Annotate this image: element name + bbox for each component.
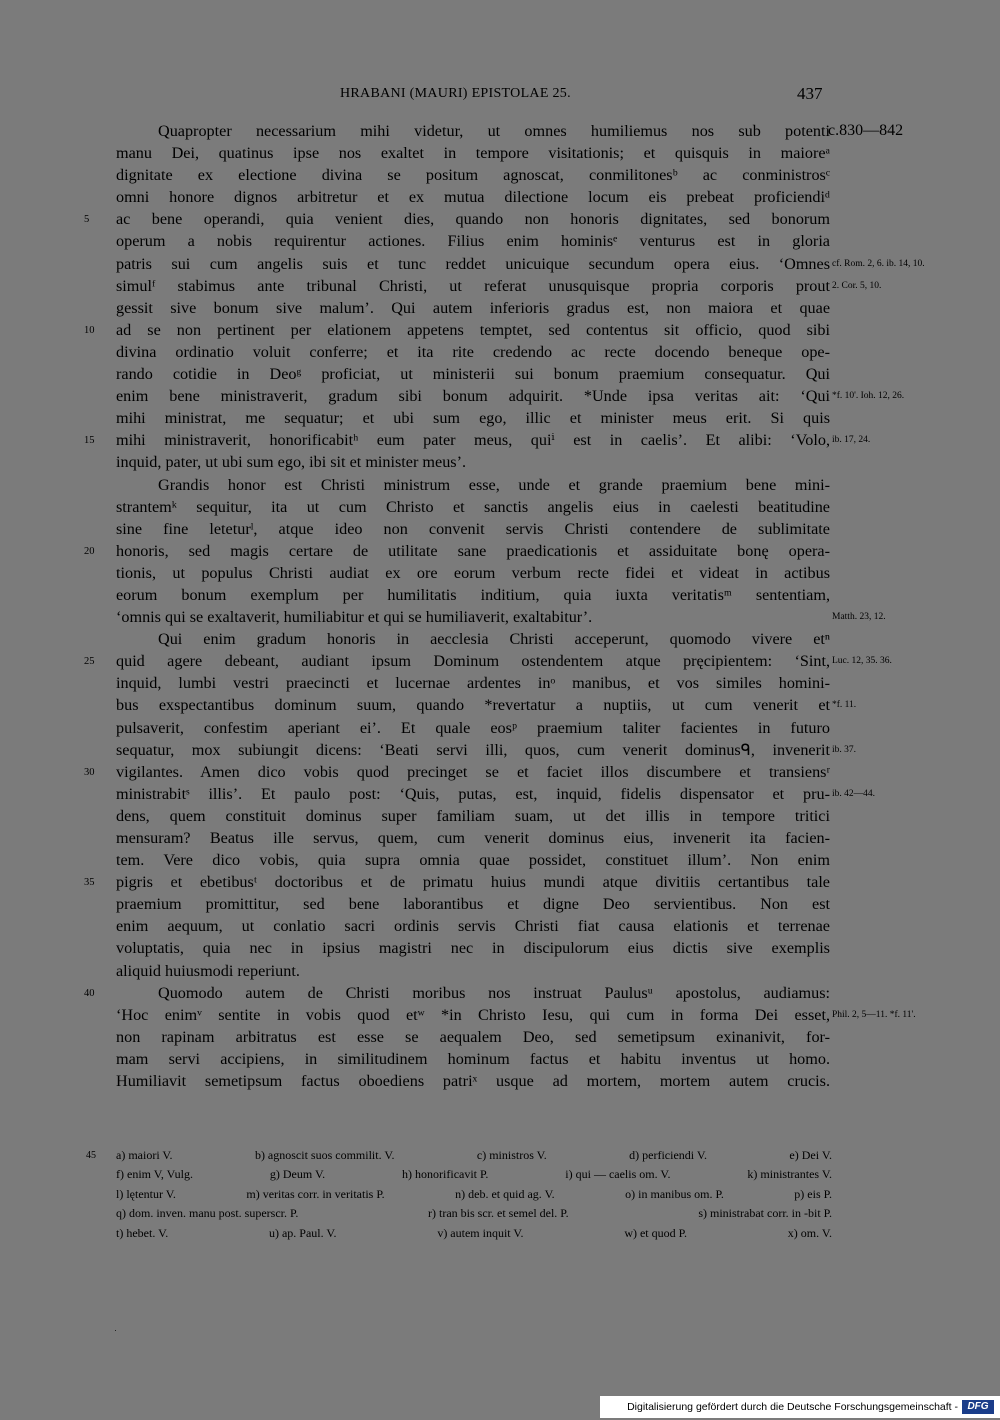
- line-number: 35: [84, 877, 95, 889]
- text-line: [116, 407, 830, 429]
- text-line: [84, 982, 830, 1004]
- footnote: u) ap. Paul. V.: [268, 1225, 337, 1240]
- line-text: gessit sive bonum sive malum’. Qui autem inferioris gradus est, non maiora et quae: [116, 298, 830, 317]
- text-line: [116, 496, 830, 518]
- line-number: 30: [84, 766, 95, 778]
- text-line: [116, 915, 830, 937]
- line-text: mihi ministrat, me sequatur; et ubi sum ego, illic et minister meus erit. Si quis: [116, 409, 830, 428]
- line-text: dens, quem constituit dominus super familiam suam, ut det illis in tempore tritici: [116, 806, 830, 825]
- text-line: [116, 474, 830, 496]
- footnote: v) autem inquit V.: [437, 1225, 524, 1240]
- text-line: [116, 385, 905, 407]
- footnote: d) perficiendi V.: [629, 1148, 708, 1162]
- text-line: [116, 253, 925, 275]
- text-line: [116, 694, 857, 716]
- footnote-line: [116, 1185, 836, 1204]
- text-line: [116, 451, 830, 473]
- text-line: [116, 297, 830, 319]
- margin-reference: Phil. 2, 5—11. *f. 11'.: [832, 1009, 916, 1020]
- text-line: [116, 230, 830, 252]
- line-text: mihi ministraverit, honorificabitʰ eum pater meus, quiⁱ est in caelis’. Et alibi: ‘Volo,: [116, 431, 830, 450]
- margin-reference: cf. Rom. 2, 6. ib. 14, 10.: [832, 258, 925, 269]
- footnote: e) Dei V.: [789, 1148, 832, 1162]
- text-line: [116, 518, 830, 540]
- line-text: Grandis honor est Christi ministrum esse, unde et grande praemium bene mini-: [158, 475, 830, 494]
- text-line: [116, 186, 830, 208]
- text-line: [116, 1004, 916, 1026]
- line-text: Qui enim gradum honoris in aecclesia Christi acceperunt, quomodo vivere etⁿ: [158, 630, 830, 649]
- margin-reference: Luc. 12, 35. 36.: [832, 656, 892, 667]
- margin-reference: *f. 10'. Ioh. 12, 26.: [832, 391, 905, 402]
- date-note: c.830—842: [828, 122, 904, 139]
- line-text: divina ordinatio voluit conferre; et ita rite credendo ac recte docendo beneque ope-: [116, 342, 830, 361]
- text-line: [116, 606, 886, 628]
- line-text: Quapropter necessarium mihi videtur, ut omnes humiliemus nos sub potenti: [158, 122, 830, 140]
- footnote: r) tran bis scr. et semel del. P.: [428, 1206, 569, 1221]
- line-text: pulsaverit, confestim aperiant ei’. Et quale eosᵖ praemium taliter facientes in futuro: [116, 718, 830, 737]
- line-text: inquid, pater, ut ubi sum ego, ibi sit et minister meus’.: [116, 453, 467, 472]
- footnote: l) lętentur V.: [116, 1186, 176, 1201]
- footnote: q) dom. inven. manu post. superscr. P.: [116, 1206, 299, 1221]
- text-line: [116, 142, 830, 164]
- footnote: h) honorificavit P.: [402, 1167, 489, 1182]
- text-line: [116, 893, 830, 915]
- text-line: [116, 849, 830, 871]
- margin-reference: ib. 17, 24.: [832, 435, 871, 446]
- footnote: k) ministrantes V.: [747, 1167, 832, 1182]
- margin-reference: Matth. 23, 12.: [832, 612, 886, 623]
- margin-reference: ib. 37.: [832, 744, 857, 755]
- line-text: quid agere debeant, audiant ipsum Dominum ostendentem atque pręcipientem: ‘Sint,: [116, 652, 830, 671]
- text-line: [116, 584, 830, 606]
- line-number: 25: [84, 656, 95, 668]
- footnote: s) ministrabat corr. in -bit P.: [698, 1206, 832, 1221]
- line-text: praemium promittitur, sed bene laborantibus et digne Deo servientibus. Non est: [116, 895, 830, 914]
- line-text: eorum bonum exemplum per humilitatis inditium, quia iuxta veritatisᵐ sententiam,: [116, 585, 830, 604]
- speck: [115, 1330, 116, 1331]
- line-text: ac bene operandi, quia venient dies, quando non honoris dignitates, sed bonorum: [116, 210, 830, 229]
- line-text: bus exspectantibus dominum suum, quando *revertatur a nuptiis, ut cum venerit et: [116, 696, 830, 715]
- text-line: [116, 805, 830, 827]
- text-line: [116, 1026, 830, 1048]
- footnote: a) maiori V.: [116, 1148, 173, 1162]
- text-line: [84, 319, 830, 341]
- text-line: [84, 208, 830, 230]
- text-line: [116, 827, 830, 849]
- line-text: enim bene ministraverit, gradum sibi bonum adquirit. *Unde ipsa veritas ait: ‘Qui: [116, 387, 830, 406]
- line-text: inquid, lumbi vestri praecincti et lucernae ardentes inᵒ manibus, et vos similes homini-: [116, 674, 830, 693]
- line-text: pigris et ebetibusᵗ doctoribus et de primatu huius mundi atque divitiis certantibus tale: [116, 873, 830, 892]
- footnote: g) Deum V.: [269, 1167, 326, 1182]
- line-text: ‘Hoc enimᵛ sentite in vobis quod etʷ *in Christo Iesu, qui cum in forma Dei esset,: [116, 1005, 830, 1024]
- running-title: HRABANI (MAURI) EPISTOLAE 25.: [340, 86, 571, 101]
- dfg-logo: DFG: [962, 1400, 994, 1414]
- line-number: 5: [84, 214, 90, 226]
- footnote: p) eis P.: [794, 1186, 832, 1201]
- page-number: 437: [797, 84, 823, 103]
- line-text: sine fine leteturˡ, atque ideo non convenit servis Christi contendere de sublimitate: [116, 519, 830, 538]
- footnote: b) agnoscit suos commilit. V.: [254, 1148, 395, 1162]
- line-text: tem. Vere dico vobis, quia supra omnia quae possidet, constituet illum’. Non enim: [116, 851, 830, 870]
- line-number: 40: [84, 987, 95, 999]
- text-line: [84, 429, 871, 451]
- line-text: mam servi accipiens, in similitudinem hominum factus et habitu inventus ut homo.: [116, 1049, 830, 1068]
- text-line: [116, 275, 882, 297]
- footer-banner: [600, 1396, 1000, 1418]
- main-text: [84, 120, 925, 1092]
- margin-reference: 2. Cor. 5, 10.: [832, 280, 882, 291]
- text-line: [116, 363, 830, 385]
- footer-credit: Digitalisierung gefördert durch die Deutsche Forschungsgemeinschaft -: [627, 1401, 958, 1413]
- line-text: strantemᵏ sequitur, ita ut cum Christo et sanctis angelis eius in caelesti beatitudine: [116, 497, 830, 516]
- line-number: 45: [86, 1150, 96, 1161]
- footnote-line: [86, 1146, 836, 1165]
- margin-reference: ib. 42—44.: [832, 788, 876, 799]
- line-text: patris sui cum angelis suis et tunc reddet unicuique secundum opera eius. ‘Omnes: [116, 254, 830, 273]
- line-text: honoris, sed magis certare de utilitate sane praedicationis et assiduitate bonę opera-: [116, 541, 830, 560]
- footnote-line: [116, 1165, 836, 1184]
- text-line: [116, 960, 830, 982]
- line-text: sequatur, mox subiungit dicens: ‘Beati servi illi, quos, cum venerit dominusᑫ, invenerit: [116, 740, 830, 759]
- text-line: [116, 120, 904, 142]
- footnote: x) om. V.: [787, 1225, 832, 1240]
- line-text: enim aequum, ut conlatio sacri ordinis servis Christi fiat causa elationis et terrenae: [116, 917, 830, 936]
- text-line: [116, 1048, 830, 1070]
- line-text: rando cotidie in Deoᵍ proficiat, ut ministerii sui bonum praemium consequatur. Qui: [116, 365, 830, 384]
- footnotes: [86, 1146, 836, 1243]
- text-line: [84, 871, 830, 893]
- footnote: f) enim V, Vulg.: [116, 1167, 193, 1182]
- text-line: [116, 628, 830, 650]
- line-text: Quomodo autem de Christi moribus nos instruat Paulusᵘ apostolus, audiamus:: [158, 983, 830, 1002]
- line-text: operum a nobis requirentur actiones. Filius enim hominisᵉ venturus est in gloria: [116, 232, 830, 251]
- line-text: Humiliavit semetipsum factus oboediens patriˣ usque ad mortem, mortem autem crucis.: [116, 1072, 830, 1091]
- line-text: aliquid huiusmodi reperiunt.: [116, 961, 300, 980]
- footnote: n) deb. et quid ag. V.: [455, 1186, 555, 1201]
- text-line: [116, 341, 830, 363]
- footnote-line: [116, 1224, 836, 1243]
- line-text: mensuram? Beatus ille servus, quem, cum venerit dominus eius, invenerit ita facien-: [116, 829, 830, 847]
- line-text: dignitate ex electione divina se positum agnoscat, conmilitonesᵇ ac conministrosᶜ: [116, 166, 830, 185]
- margin-reference: *f. 11.: [832, 700, 857, 711]
- text-line: [116, 739, 857, 761]
- text-line: [84, 650, 892, 672]
- footnote: i) qui — caelis om. V.: [565, 1167, 671, 1182]
- line-text: voluptatis, quia nec in ipsius magistri nec in discipulorum eius dictis sive exemplis: [116, 939, 830, 958]
- text-line: [116, 672, 830, 694]
- line-text: simulᶠ stabimus ante tribunal Christi, ut referat unusquisque propria corporis prout: [116, 276, 830, 295]
- line-number: 20: [84, 545, 95, 557]
- line-text: non rapinam arbitratus est esse se aequalem Deo, sed semetipsum exinanivit, for-: [116, 1027, 830, 1046]
- text-line: [116, 164, 830, 186]
- text-line: [116, 783, 876, 805]
- text-line: [84, 540, 830, 562]
- text-line: [116, 562, 830, 584]
- footnote: w) et quod P.: [624, 1225, 687, 1240]
- text-line: [116, 1070, 830, 1092]
- line-text: omni honore dignos arbitretur et ex mutua dilectione locum eis prebeat proficiendiᵈ: [116, 188, 830, 207]
- footnote-line: [116, 1204, 836, 1223]
- page-header: [0, 86, 1000, 108]
- footnote: t) hebet. V.: [116, 1225, 169, 1240]
- line-text: tionis, ut populus Christi audiat ex ore eorum verbum recte fidei et videat in actibus: [116, 563, 830, 582]
- line-number: 10: [84, 324, 95, 336]
- footnote: c) ministros V.: [476, 1148, 547, 1162]
- text-line: [84, 761, 830, 783]
- text-line: [116, 937, 830, 959]
- line-text: ad se non pertinent per elationem appetens temptet, sed contentus sit officio, quod sibi: [116, 320, 830, 339]
- line-text: ‘omnis qui se exaltaverit, humiliabitur et qui se humiliaverit, exaltabitur’.: [116, 608, 593, 627]
- footnote: m) veritas corr. in veritatis P.: [246, 1186, 385, 1201]
- line-text: vigilantes. Amen dico vobis quod precinget se et faciet illos discumbere et transiensʳ: [116, 762, 830, 781]
- footnote: o) in manibus om. P.: [625, 1186, 724, 1201]
- line-text: manu Dei, quatinus ipse nos exaltet in tempore visitationis; et quisquis in maioreᵃ: [116, 144, 830, 163]
- line-number: 15: [84, 435, 95, 447]
- line-text: ministrabitˢ illis’. Et paulo post: ‘Quis, putas, est, inquid, fidelis dispensator et pru-: [116, 784, 830, 803]
- text-line: [116, 717, 830, 739]
